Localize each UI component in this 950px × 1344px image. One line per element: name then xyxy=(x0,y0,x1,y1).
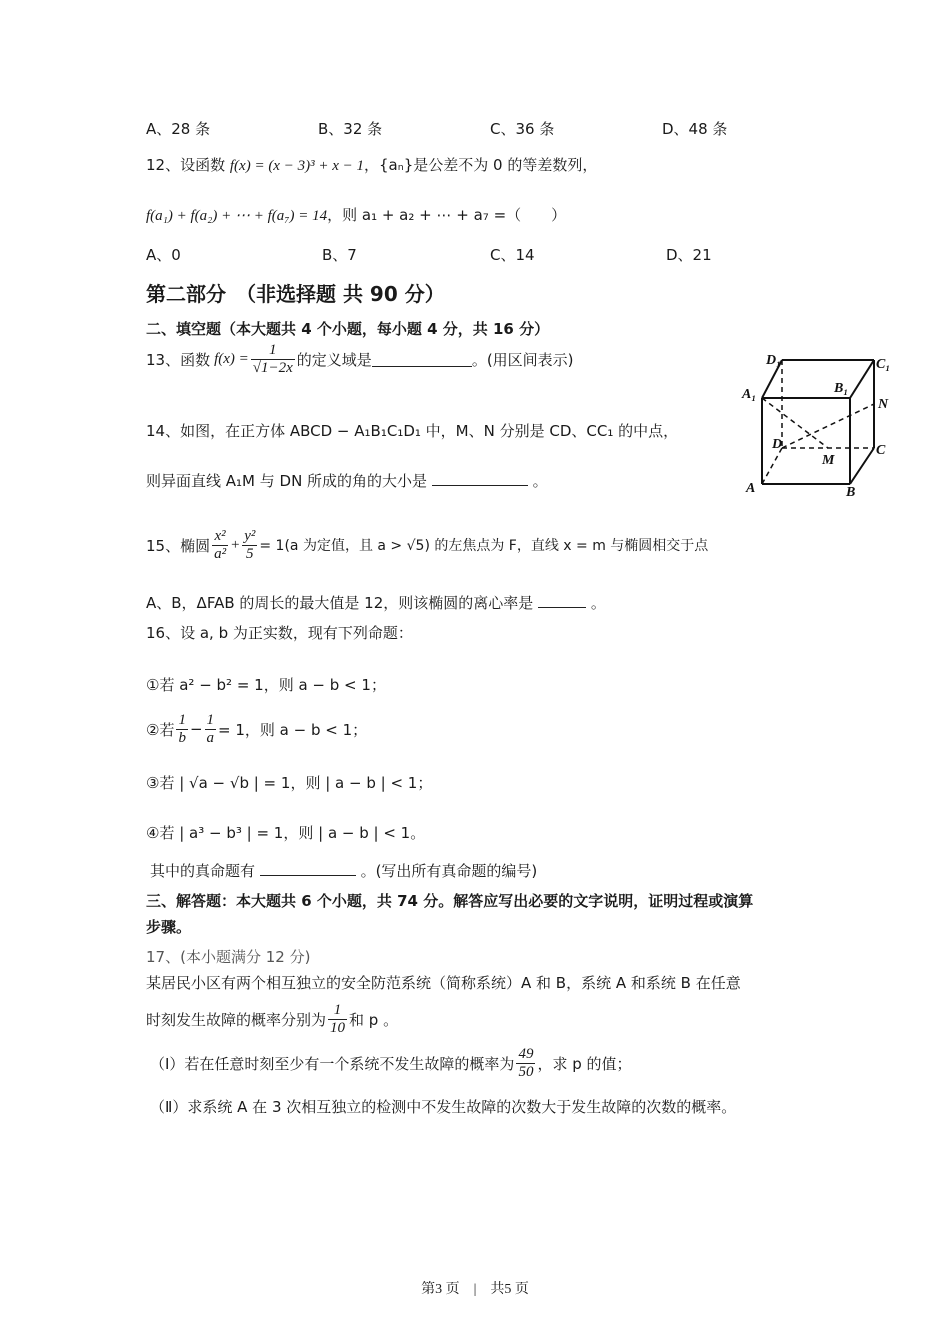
q12-condition-tail: ，则 a₁ + a₂ + ⋯ + a₇ =（ ） xyxy=(327,206,567,224)
q13-tail: 。(用区间表示) xyxy=(471,350,574,369)
q16-proposition-4: ④若 | a³ − b³ | = 1，则 | a − b | < 1。 xyxy=(146,824,426,842)
q15-line2 xyxy=(146,592,606,613)
q16-proposition-1: ①若 a² − b² = 1，则 a − b < 1； xyxy=(146,676,386,694)
q11-option-b: B、32 条 xyxy=(318,120,383,138)
q13-suffix: 的定义域是 xyxy=(296,350,372,369)
q17-fraction-1-10 xyxy=(328,1002,347,1036)
q17-p1-num: 49 xyxy=(518,1046,534,1062)
q13-lhs: f(x) = xyxy=(214,350,249,367)
q14-line2-text: 则异面直线 A₁M 与 DN 所成的角的大小是 xyxy=(146,472,428,490)
q15-y-numerator: y² xyxy=(244,528,256,544)
q16-proposition-3: ③若 | √a − √b | = 1，则 | a − b | < 1； xyxy=(146,774,433,792)
section3-title-line1: 三、解答题：本大题共 6 个小题，共 74 分。解答应写出必要的文字说明，证明过程或演算 xyxy=(146,892,754,910)
cube-label-m: M xyxy=(822,453,835,468)
cube-label-n: N xyxy=(878,397,889,412)
q17-line2 xyxy=(146,1002,398,1036)
q17-part1 xyxy=(150,1046,632,1080)
q15-y-denominator: 5 xyxy=(246,545,254,562)
section3-title-line2: 步骤。 xyxy=(146,918,192,936)
q17-line1: 某居民小区有两个相互独立的安全防范系统（简称系统）A 和 B，系统 A 和系统 B 在任意 xyxy=(146,974,741,992)
q12-function: f(x) = (x − 3)³ + x − 1 xyxy=(229,158,364,174)
q15-x-numerator: x² xyxy=(212,528,228,546)
q16-p2-prefix: ②若 xyxy=(146,720,175,739)
q17-fraction-49-50 xyxy=(516,1046,535,1080)
q15-answer-blank xyxy=(538,593,586,608)
q11-option-d: D、48 条 xyxy=(662,120,728,138)
q15-x-fraction xyxy=(212,528,228,562)
q17-l2-num: 1 xyxy=(328,1002,347,1020)
cube-label-a: A xyxy=(746,481,756,496)
q17-part2: （Ⅱ）求系统 A 在 3 次相互独立的检测中不发生故障的次数大于发生故障的次数的概率。 xyxy=(150,1098,737,1116)
q15-x-denominator: a² xyxy=(214,545,227,562)
q16-answer-blank xyxy=(260,861,356,876)
q16-p2-rest: = 1，则 a − b < 1； xyxy=(218,720,368,739)
q13-prefix: 13、函数 xyxy=(146,350,211,369)
q15-line1 xyxy=(146,528,708,562)
q11-option-c: C、36 条 xyxy=(490,120,555,138)
q12-option-d: D、21 xyxy=(666,246,712,264)
q15-line2-text: A、B，ΔFAB 的周长的最大值是 12，则该椭圆的离心率是 xyxy=(146,594,534,612)
cube-label-d: D xyxy=(772,437,783,452)
q14-answer-blank xyxy=(432,471,528,486)
q13-line xyxy=(146,342,574,376)
cube-label-c: C xyxy=(876,443,886,458)
q17-p1-den: 50 xyxy=(518,1063,534,1080)
q16-ask xyxy=(150,860,537,881)
q11-option-a: A、28 条 xyxy=(146,120,211,138)
q12-line2 xyxy=(146,204,566,225)
q16-p2-minus: − xyxy=(189,720,203,738)
q16-p2-num1: 1 xyxy=(178,712,186,728)
q16-proposition-2 xyxy=(146,712,367,746)
q14-tail: 。 xyxy=(532,472,548,490)
q16-ask-text: 其中的真命题有 xyxy=(150,862,256,880)
q13-fraction xyxy=(251,342,295,376)
q12-line1 xyxy=(146,154,597,175)
q17-p1-tail: ，求 p 的值； xyxy=(537,1054,632,1073)
cube-label-a1: A₁ xyxy=(742,387,757,402)
cube-label-c1: C₁ xyxy=(876,357,891,372)
q17-l2-den: 10 xyxy=(330,1019,346,1036)
q13-numerator: 1 xyxy=(251,342,295,360)
q16-ask-tail: 。(写出所有真命题的编号) xyxy=(360,862,538,880)
cube-label-b: B xyxy=(846,485,856,500)
q15-plus: + xyxy=(230,536,241,553)
q12-prefix: 12、设函数 xyxy=(146,156,226,174)
q12-option-a: A、0 xyxy=(146,246,181,264)
q13-answer-blank xyxy=(372,352,472,367)
q16-p2-den2: a xyxy=(206,729,215,746)
q12-mid: ，{aₙ}是公差不为 0 的等差数列， xyxy=(363,156,598,174)
q17-l2-tail: 和 p 。 xyxy=(349,1010,399,1029)
q15-y-fraction xyxy=(242,528,257,562)
page-footer: 第3 页 | 共5 页 xyxy=(421,1282,529,1297)
cube-label-d1: D₁ xyxy=(766,353,781,368)
q12-option-b: B、7 xyxy=(322,246,357,264)
q17-p1-prefix: （Ⅰ）若在任意时刻至少有一个系统不发生故障的概率为 xyxy=(150,1054,515,1073)
q14-line1: 14、如图，在正方体 ABCD − A₁B₁C₁D₁ 中，M、N 分别是 CD、CC₁ 的中点， xyxy=(146,422,679,440)
cube-label-b1: B₁ xyxy=(834,381,849,396)
q15-tail: 。 xyxy=(590,594,606,612)
q15-rest: = 1(a 为定值，且 a > √5) 的左焦点为 F，直线 x = m 与椭圆相交于点 xyxy=(259,538,709,554)
q12-option-c: C、14 xyxy=(490,246,535,264)
q16-p2-fraction-a xyxy=(205,712,217,746)
q16-p2-num2: 1 xyxy=(206,712,215,728)
part2-title: 第二部分 （非选择题 共 90 分） xyxy=(146,282,445,306)
q12-condition: f(a₁) + f(a₂) + ⋯ + f(a₇) = 14 xyxy=(146,208,328,224)
cube-figure xyxy=(740,346,900,502)
q17-head: 17、(本小题满分 12 分) xyxy=(146,948,311,966)
q13-denominator: √1−2x xyxy=(252,359,293,376)
q15-prefix: 15、椭圆 xyxy=(146,536,211,555)
q14-line2 xyxy=(146,470,548,491)
q16-p2-den1: b xyxy=(178,729,186,746)
q16-intro: 16、设 a, b 为正实数，现有下列命题： xyxy=(146,624,413,642)
section2-title: 二、填空题（本大题共 4 个小题，每小题 4 分，共 16 分） xyxy=(146,320,550,338)
q16-p2-fraction-b xyxy=(176,712,188,746)
q17-l2-prefix: 时刻发生故障的概率分别为 xyxy=(146,1010,327,1029)
